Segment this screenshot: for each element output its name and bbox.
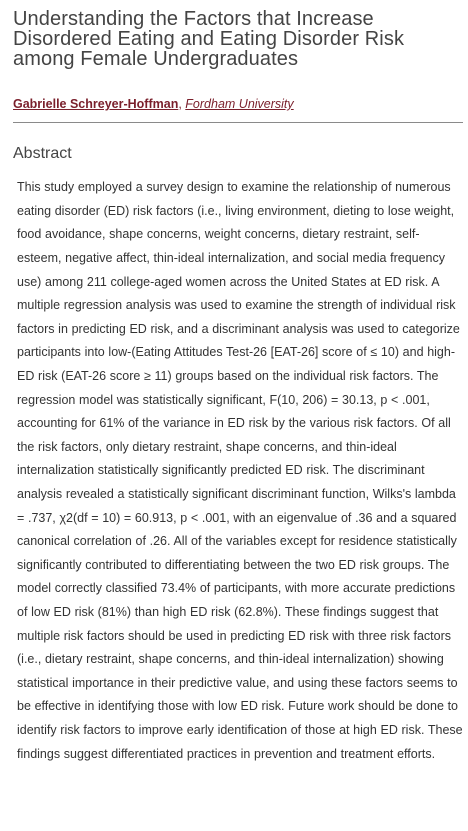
author-name-link[interactable]: Gabrielle Schreyer-Hoffman (13, 97, 179, 111)
article-title: Understanding the Factors that Increase Disordered Eating and Eating Disorder Risk among Female Undergraduates (13, 8, 405, 70)
author-affiliation-link[interactable]: Fordham University (185, 97, 294, 111)
abstract-text: This study employed a survey design to examine the relationship of numerous eating disorder (ED) risk factors (i.e., living environment, dieting to lose weight, food avoidance, shape concerns, weight concerns, dietary restraint, self-esteem, negative affect, thin-ideal internalization, and social media frequency use) among 211 college-aged women across the United States at ED risk. A multiple regression analysis was used to examine the strength of individual risk factors in predicting ED risk, and a discriminant analysis was used to categorize participants into low-(Eating Attitudes Test-26 [EAT-26] score of ≤ 10) and high-ED risk (EAT-26 score ≥ 11) groups based on the individual risk factors. The regression model was statistically significant, F(10, 206) = 30.13, p < .001, accounting for 61% of the variance in ED risk by the various risk factors. Of all the risk factors, only dietary restraint, shape concerns, and thin-ideal internalization statistically significantly predicted ED risk. The discriminant analysis revealed a statistically significant discriminant function, Wilks's lambda = .737, χ2(df = 10) = 60.913, p < .001, with an eigenvalue of .36 and a squared canonical correlation of .26. All of the variables except for residence statistically significantly contributed to differentiating between the two ED risk groups. The model correctly classified 73.4% of participants, with more accurate predictions of low ED risk (81%) than high ED risk (62.8%). These findings suggest that multiple risk factors should be used in predicting ED risk with three risk factors (i.e., dietary restraint, shape concerns, and thin-ideal internalization) showing statistical importance in their predictive value, and using these factors seems to be effective in identifying those with low ED risk. Future work should be done to identify risk factors to improve early identification of those at high ED risk. These findings suggest differentiated practices in prevention and treatment efforts. (17, 180, 463, 761)
author-separator: , (178, 97, 186, 111)
author-line (13, 96, 463, 112)
abstract-heading: Abstract (13, 145, 72, 162)
header-divider (13, 122, 463, 123)
